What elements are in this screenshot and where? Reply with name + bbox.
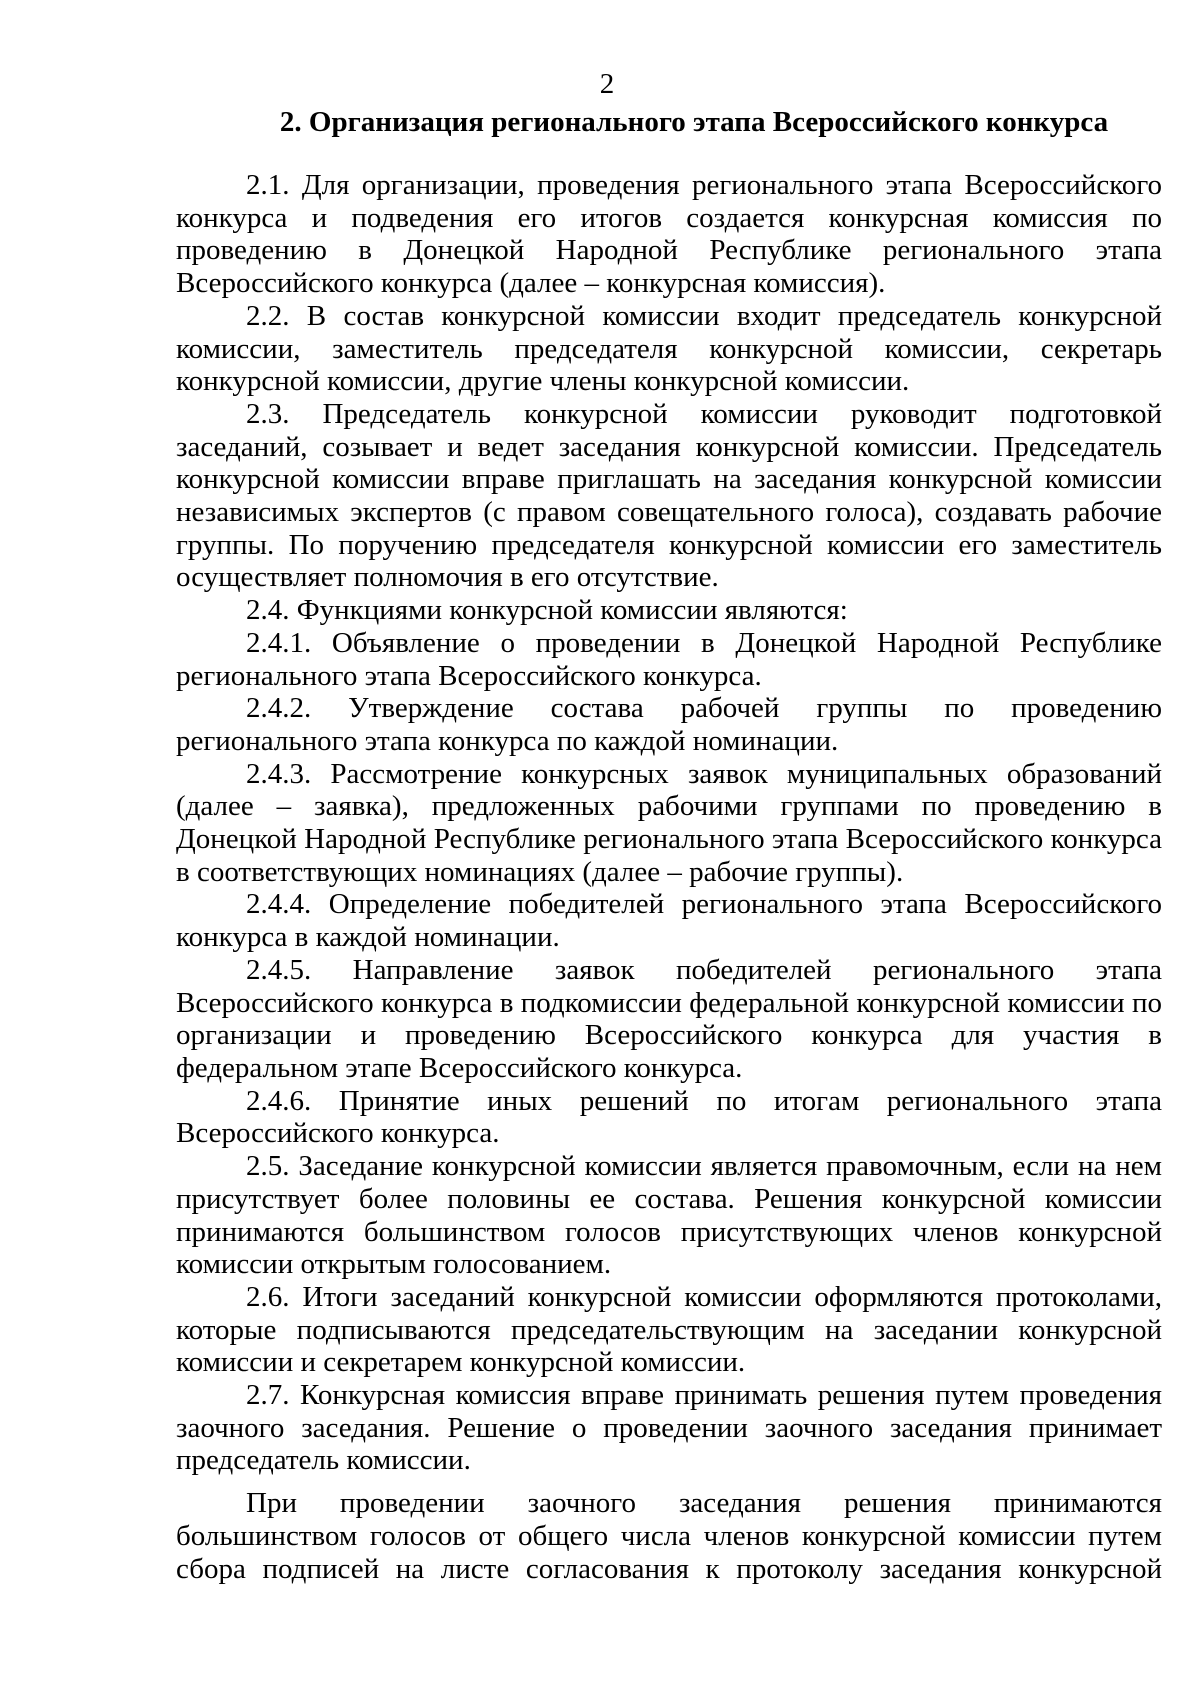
paragraph-2-6: 2.6. Итоги заседаний конкурсной комиссии оформляются протоколами, которые подписываются председательствующим на заседании конкурсной комиссии и секретарем конкурсной комиссии. [176,1280,1162,1379]
paragraph-2-4-4: 2.4.4. Определение победителей регионального этапа Всероссийского конкурса в каждой номинации. [176,888,1162,954]
paragraph-2-3: 2.3. Председатель конкурсной комиссии руководит подготовкой заседаний, созывает и ведет заседания конкурсной комиссии. Председатель конкурсной комиссии вправе приглашать на заседания конкурсной комиссии независимых экспертов (с правом совещательного голоса), создавать рабочие группы. По поручению председателя конкурсной комиссии его заместитель осуществляет полномочия в его отсутствие. [176,397,1162,594]
paragraph-2-4-2: 2.4.2. Утверждение состава рабочей группы по проведению регионального этапа конкурса по каждой номинации. [176,692,1162,757]
paragraph-2-2: 2.2. В состав конкурсной комиссии входит председатель конкурсной комиссии, заместитель председателя конкурсной комиссии, секретарь конкурсной комиссии, другие члены конкурсной комиссии. [176,299,1162,398]
paragraph-2-4-6: 2.4.6. Принятие иных решений по итогам регионального этапа Всероссийского конкурса. [176,1084,1162,1150]
page-number: 2 [599,68,615,100]
paragraph-2-1: 2.1. Для организации, проведения регионального этапа Всероссийского конкурса и подведения его итогов создается конкурсная комиссия по проведению в Донецкой Народной Республике регионального этапа Всероссийского конкурса (далее – конкурсная комиссия). [176,169,1162,300]
paragraph-absentee-voting: При проведении заочного заседания решения принимаются большинством голосов от общего числа членов конкурсной комиссии путем сбора подписей на листе согласования к протоколу заседания конкурсной [176,1487,1162,1585]
paragraph-2-4-5: 2.4.5. Направление заявок победителей регионального этапа Всероссийского конкурса в подкомиссии федеральной конкурсной комиссии по организации и проведению Всероссийского конкурса для участия в федеральном этапе Всероссийского конкурса. [176,953,1162,1084]
paragraph-2-4-1: 2.4.1. Объявление о проведении в Донецкой Народной Республике регионального этапа Всероссийского конкурса. [176,626,1162,692]
paragraph-2-7: 2.7. Конкурсная комиссия вправе принимать решения путем проведения заочного заседания. Решение о проведении заочного заседания принимает председатель комиссии. [176,1379,1162,1477]
section-heading: 2. Организация регионального этапа Всероссийского конкурса [279,106,1109,138]
paragraph-2-4: 2.4. Функциями конкурсной комиссии являются: [246,594,848,627]
paragraph-2-5: 2.5. Заседание конкурсной комиссии является правомочным, если на нем присутствует более половины ее состава. Решения конкурсной комиссии принимаются большинством голосов присутствующих членов конкурсной комиссии открытым голосованием. [176,1150,1162,1281]
document-body [176,169,1162,1585]
paragraph-2-4-3: 2.4.3. Рассмотрение конкурсных заявок муниципальных образований (далее – заявка), предложенных рабочими группами по проведению в Донецкой Народной Республике регионального этапа Всероссийского конкурса в соответствующих номинациях (далее – рабочие группы). [176,757,1162,888]
